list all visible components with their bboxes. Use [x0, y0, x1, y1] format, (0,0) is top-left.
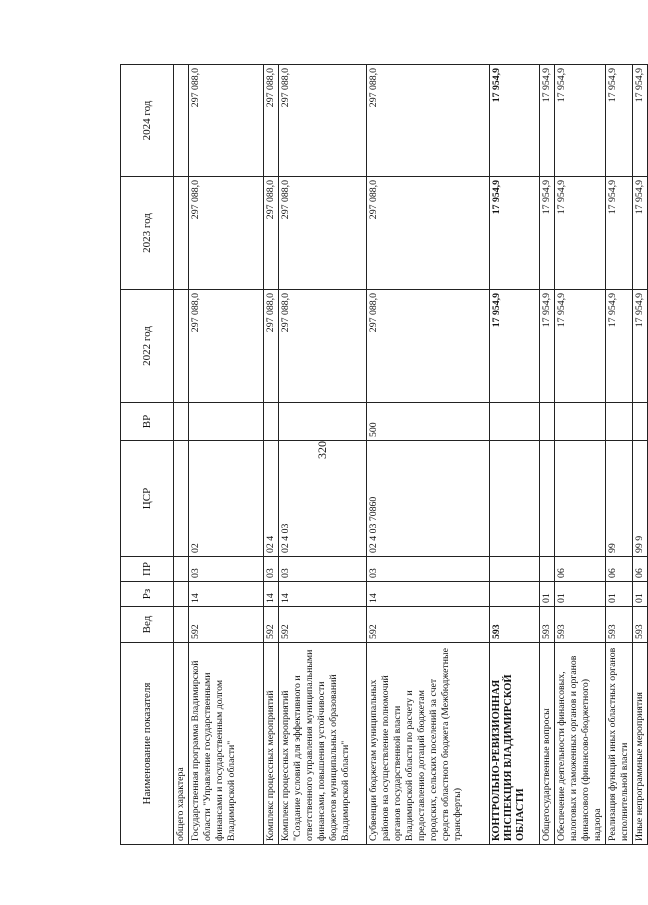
- table-row: [540, 65, 555, 845]
- table-row: [490, 65, 540, 845]
- cell-rz: 01: [540, 582, 555, 607]
- cell-y2024: 17 954,9: [490, 65, 540, 177]
- cell-rz: 01: [555, 582, 606, 607]
- cell-vr: [264, 403, 279, 441]
- cell-rz: 14: [279, 582, 367, 607]
- cell-y2022: 297 088,0: [367, 290, 490, 403]
- cell-vr: [633, 403, 648, 441]
- cell-name: Реализация функций иных областных органов исполнительной власти: [606, 643, 633, 845]
- cell-name: КОНТРОЛЬНО-РЕВИЗИОННАЯ ИНСПЕКЦИЯ ВЛАДИМИРСКОЙ ОБЛАСТИ: [490, 643, 540, 845]
- cell-rz: [490, 582, 540, 607]
- cell-ved: 592: [367, 607, 490, 643]
- header-csr: ЦСР: [121, 441, 174, 557]
- cell-vr: 500: [367, 403, 490, 441]
- cell-y2024: 297 088,0: [264, 65, 279, 177]
- budget-table: [120, 64, 648, 845]
- cell-y2023: 17 954,9: [555, 177, 606, 290]
- cell-csr: 02 4 03 70860: [367, 441, 490, 557]
- cell-csr: [490, 441, 540, 557]
- cell-vr: [606, 403, 633, 441]
- cell-ved: 593: [555, 607, 606, 643]
- cell-name: Комплекс процессных мероприятий "Создание условий для эффективного и ответственного управления муниципальными финансами, повышения устойчивости бюджетов муниципальных образований Владимирской области": [279, 643, 367, 845]
- header-pr: ПР: [121, 557, 174, 582]
- cell-y2022: 17 954,9: [540, 290, 555, 403]
- cell-pr: 03: [189, 557, 264, 582]
- cell-rz: 14: [189, 582, 264, 607]
- table-row: [367, 65, 490, 845]
- cell-y2022: 17 954,9: [555, 290, 606, 403]
- cell-y2024: 297 088,0: [367, 65, 490, 177]
- table-body: [174, 65, 648, 845]
- cell-name: Комплекс процессных мероприятий: [264, 643, 279, 845]
- cell-ved: 593: [606, 607, 633, 643]
- cell-y2024: 17 954,9: [633, 65, 648, 177]
- cell-pr: 03: [264, 557, 279, 582]
- cell-rz: 14: [264, 582, 279, 607]
- cell-y2022: 17 954,9: [633, 290, 648, 403]
- cell-csr: 02 4 03: [279, 441, 367, 557]
- table-row: [279, 65, 367, 845]
- table-row: [555, 65, 606, 845]
- cell-name: общего характера: [174, 643, 189, 845]
- cell-csr: 02 4: [264, 441, 279, 557]
- cell-ved: 592: [279, 607, 367, 643]
- cell-pr: [540, 557, 555, 582]
- cell-pr: 03: [367, 557, 490, 582]
- header-2024: 2024 год: [121, 65, 174, 177]
- cell-name: Обеспечение деятельности финансовых, налоговых и таможенных органов и органов финансового (финансово-бюджетного) надзора: [555, 643, 606, 845]
- cell-y2022: 297 088,0: [189, 290, 264, 403]
- cell-ved: 593: [633, 607, 648, 643]
- cell-rz: [174, 582, 189, 607]
- cell-csr: [174, 441, 189, 557]
- cell-pr: [490, 557, 540, 582]
- header-vr: ВР: [121, 403, 174, 441]
- cell-y2023: 297 088,0: [279, 177, 367, 290]
- table-row: [606, 65, 633, 845]
- cell-csr: 99 9: [633, 441, 648, 557]
- cell-name: Общегосударственные вопросы: [540, 643, 555, 845]
- cell-csr: 02: [189, 441, 264, 557]
- table-row: [633, 65, 648, 845]
- cell-vr: [540, 403, 555, 441]
- cell-vr: [189, 403, 264, 441]
- table-row: [174, 65, 189, 845]
- table-row: [189, 65, 264, 845]
- cell-y2022: 17 954,9: [490, 290, 540, 403]
- cell-y2023: 297 088,0: [367, 177, 490, 290]
- page-number: 320: [315, 441, 329, 459]
- cell-vr: [279, 403, 367, 441]
- cell-y2023: 17 954,9: [606, 177, 633, 290]
- cell-pr: 03: [279, 557, 367, 582]
- cell-vr: [174, 403, 189, 441]
- cell-rz: 14: [367, 582, 490, 607]
- cell-rz: 01: [606, 582, 633, 607]
- cell-y2022: [174, 290, 189, 403]
- cell-y2022: 297 088,0: [264, 290, 279, 403]
- cell-y2024: [174, 65, 189, 177]
- cell-y2023: 17 954,9: [540, 177, 555, 290]
- cell-ved: 593: [540, 607, 555, 643]
- cell-csr: 99: [606, 441, 633, 557]
- cell-vr: [490, 403, 540, 441]
- cell-name: Иные непрограммные мероприятия: [633, 643, 648, 845]
- cell-ved: 592: [189, 607, 264, 643]
- header-2022: 2022 год: [121, 290, 174, 403]
- header-name: Наименование показателя: [121, 643, 174, 845]
- cell-rz: 01: [633, 582, 648, 607]
- cell-y2023: 297 088,0: [264, 177, 279, 290]
- rotated-page-content: [120, 65, 645, 845]
- cell-y2024: 17 954,9: [555, 65, 606, 177]
- cell-ved: [174, 607, 189, 643]
- cell-y2023: 17 954,9: [490, 177, 540, 290]
- cell-y2024: 17 954,9: [606, 65, 633, 177]
- cell-pr: [174, 557, 189, 582]
- cell-y2024: 297 088,0: [279, 65, 367, 177]
- cell-ved: 592: [264, 607, 279, 643]
- cell-y2023: [174, 177, 189, 290]
- cell-ved: 593: [490, 607, 540, 643]
- cell-y2023: 297 088,0: [189, 177, 264, 290]
- header-ved: Вед: [121, 607, 174, 643]
- cell-csr: [555, 441, 606, 557]
- table-row: [264, 65, 279, 845]
- cell-pr: 06: [633, 557, 648, 582]
- cell-pr: 06: [555, 557, 606, 582]
- cell-name: Субвенции бюджетам муниципальных районов на осуществление полномочий органов государственной власти Владимирской области по расчету и предоставлению дотаций бюджетам городских, сельских поселений за счет средств областного бюджета (Межбюджетные трансферты): [367, 643, 490, 845]
- cell-y2024: 17 954,9: [540, 65, 555, 177]
- cell-name: Государственная программа Владимирской области "Управление государственными финансами и государственным долгом Владимирской области": [189, 643, 264, 845]
- cell-pr: 06: [606, 557, 633, 582]
- header-rz: Рз: [121, 582, 174, 607]
- cell-y2022: 297 088,0: [279, 290, 367, 403]
- cell-csr: [540, 441, 555, 557]
- cell-vr: [555, 403, 606, 441]
- cell-y2024: 297 088,0: [189, 65, 264, 177]
- header-2023: 2023 год: [121, 177, 174, 290]
- table-header-row: [121, 65, 174, 845]
- cell-y2022: 17 954,9: [606, 290, 633, 403]
- cell-y2023: 17 954,9: [633, 177, 648, 290]
